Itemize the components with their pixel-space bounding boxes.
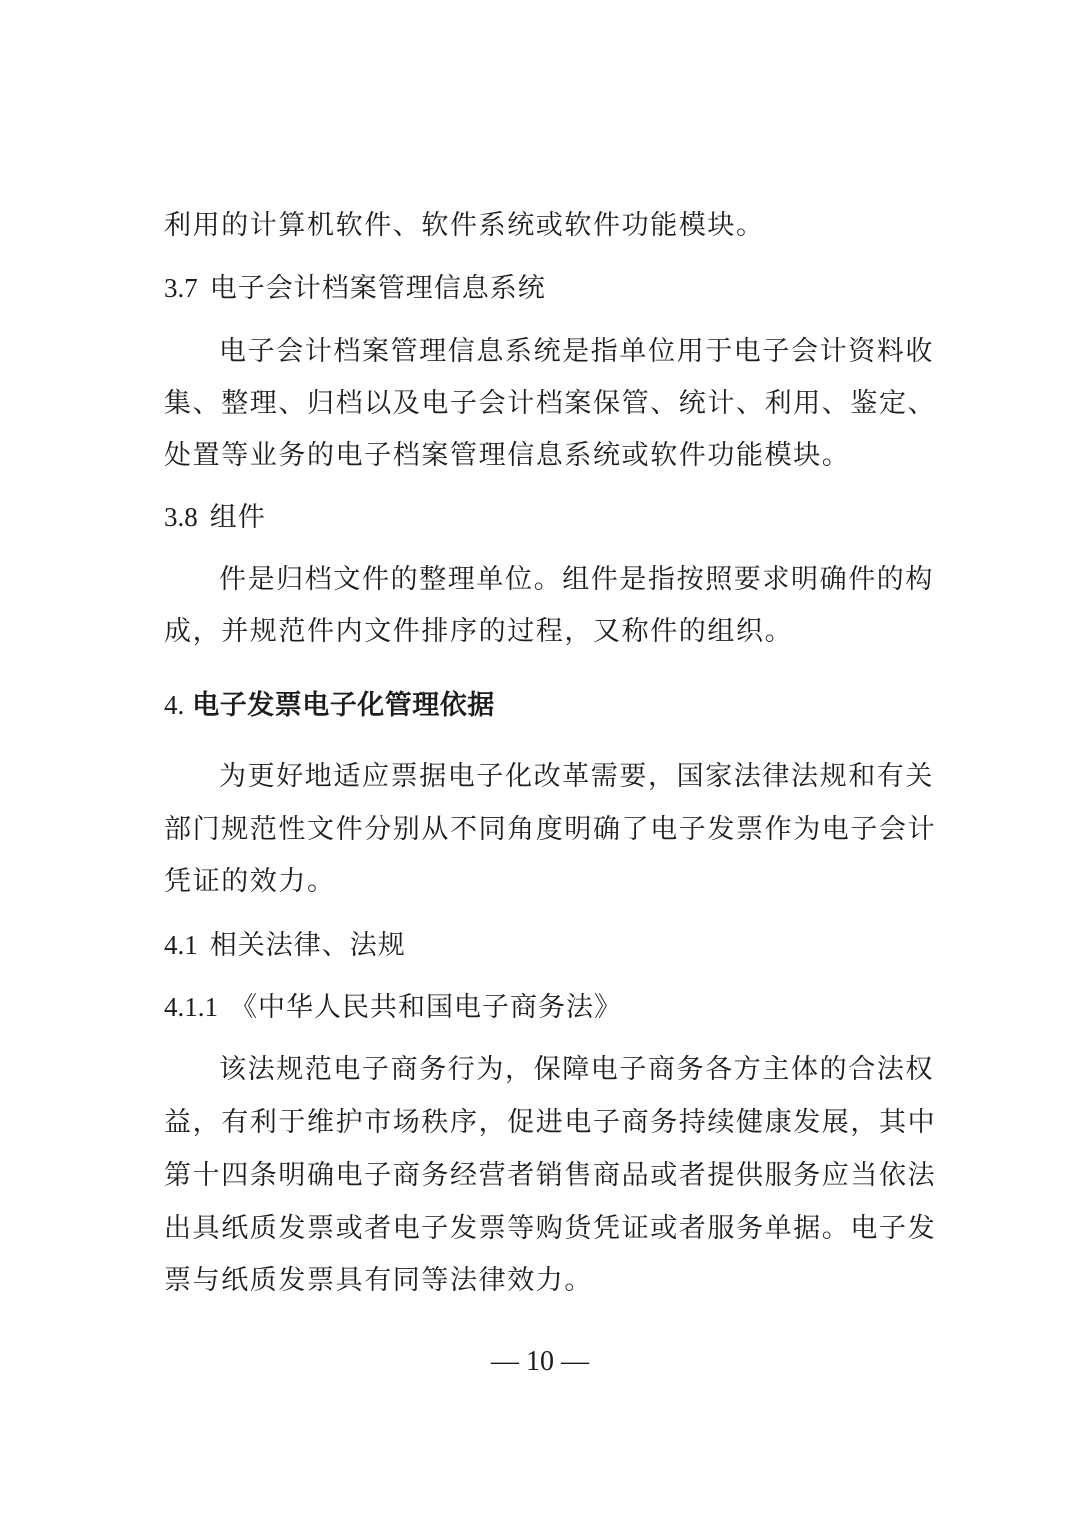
paragraph-line: 集、整理、归档以及电子会计档案保管、统计、利用、鉴定、	[164, 388, 937, 419]
section-title: 电子会计档案管理信息系统	[209, 273, 546, 304]
section-title: 相关法律、法规	[209, 930, 406, 961]
section-number: 4.	[164, 690, 185, 720]
section-number: 3.7	[164, 273, 198, 303]
paragraph-line: 处置等业务的电子档案管理信息系统或软件功能模块。	[164, 440, 851, 471]
section-title: 组件	[209, 502, 266, 533]
paragraph-line: 该法规范电子商务行为，保障电子商务各方主体的合法权	[219, 1054, 934, 1085]
section-number: 3.8	[164, 502, 198, 532]
paragraph-line: 益，有利于维护市场秩序，促进电子商务持续健康发展，其中	[164, 1107, 937, 1138]
paragraph-line: 利用的计算机软件、软件系统或软件功能模块。	[164, 210, 765, 241]
section-heading-4	[164, 687, 924, 724]
paragraph-line: 第十四条明确电子商务经营者销售商品或者提供服务应当依法	[164, 1160, 937, 1191]
section-number: 4.1	[164, 930, 198, 960]
paragraph-line: 成，并规范件内文件排序的过程，又称件的组织。	[164, 616, 794, 647]
section-heading-3-7	[164, 270, 924, 307]
section-heading-3-8	[164, 499, 924, 536]
paragraph-line: 件是归档文件的整理单位。组件是指按照要求明确件的构	[219, 564, 934, 595]
section-title: 电子发票电子化管理依据	[192, 690, 495, 721]
section-heading-4-1	[164, 927, 924, 964]
paragraph-line: 电子会计档案管理信息系统是指单位用于电子会计资料收	[219, 336, 934, 367]
paragraph-line: 票与纸质发票具有同等法律效力。	[164, 1265, 593, 1296]
section-heading-4-1-1	[164, 989, 924, 1026]
paragraph-line: 凭证的效力。	[164, 866, 336, 897]
section-title: 《中华人民共和国电子商务法》	[230, 992, 622, 1023]
section-number: 4.1.1	[164, 992, 218, 1022]
paragraph-line: 出具纸质发票或者电子发票等购货凭证或者服务单据。电子发	[164, 1213, 937, 1244]
page-number: — 10 —	[491, 1346, 589, 1377]
paragraph-line: 部门规范性文件分别从不同角度明确了电子发票作为电子会计	[164, 814, 937, 845]
paragraph-line: 为更好地适应票据电子化改革需要，国家法律法规和有关	[219, 761, 934, 792]
